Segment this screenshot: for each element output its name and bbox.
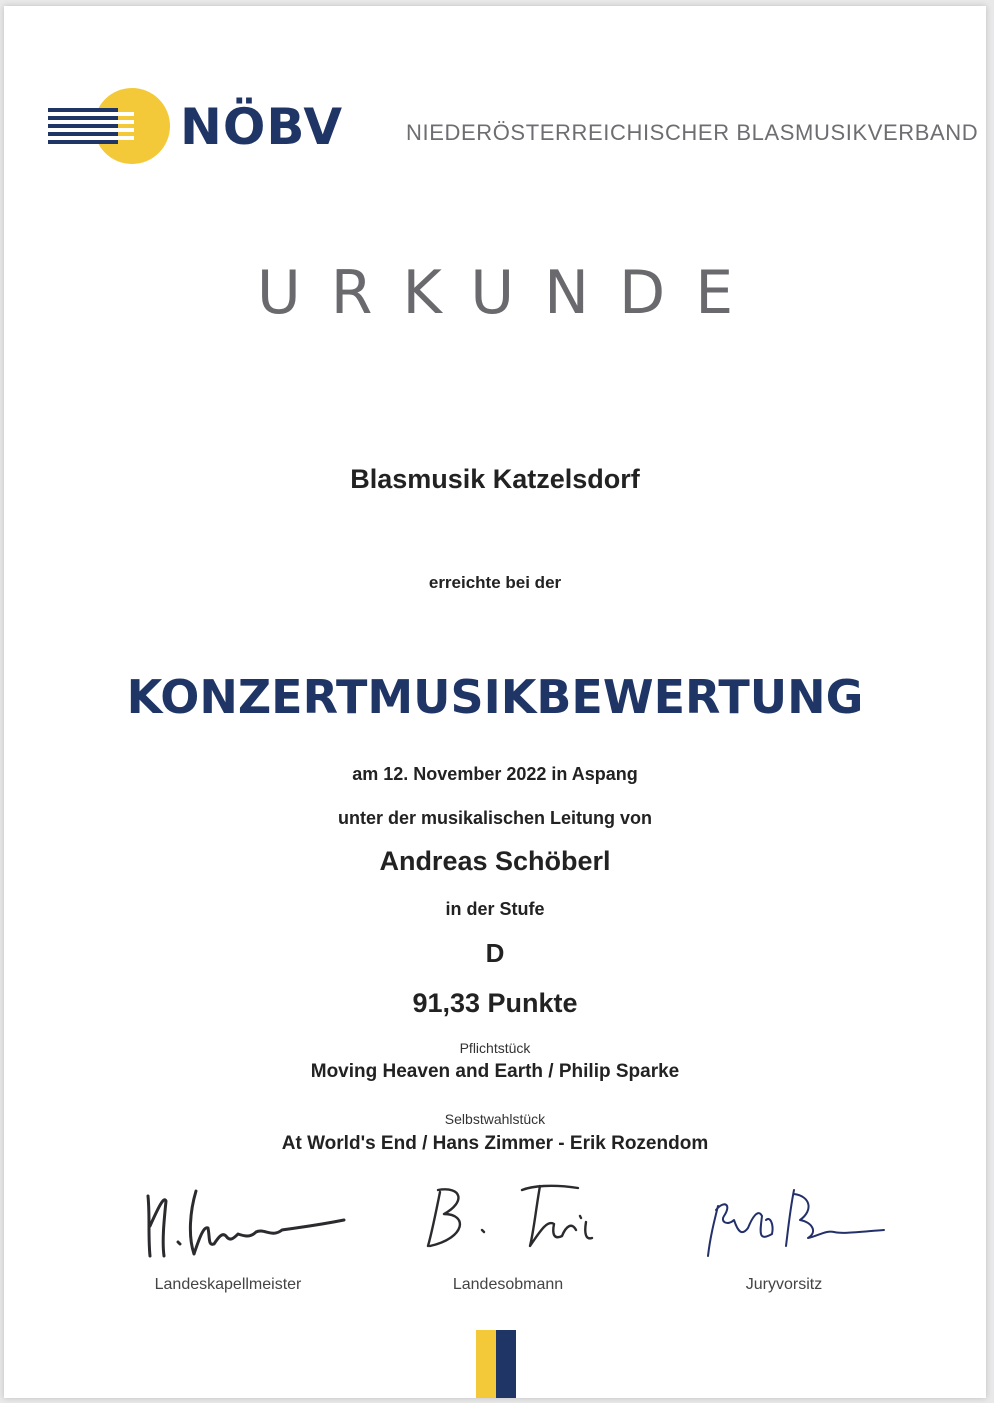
certificate-title: URKUNDE [256, 258, 764, 328]
signature-role-juryvorsitz: Juryvorsitz [745, 1276, 823, 1293]
signature-role-landesobmann: Landesobmann [452, 1276, 564, 1293]
compulsory-label: Pflichtstück [459, 1040, 531, 1056]
signature-juryvorsitz-icon [662, 1176, 922, 1266]
organization-name: NIEDERÖSTERREICHISCHER BLASMUSIKVERBAND [406, 120, 979, 145]
brand-name: NÖBV [180, 98, 344, 156]
event-name: KONZERTMUSIKBEWERTUNG [126, 670, 864, 724]
band-name: Blasmusik Katzelsdorf [350, 464, 640, 494]
level-value: D [485, 938, 505, 968]
conductor-name: Andreas Schöberl [379, 846, 611, 876]
points-value: 91,33 Punkte [412, 988, 578, 1018]
footer-blue-bar [496, 1330, 516, 1398]
choice-piece: At World's End / Hans Zimmer - Erik Rozendom [281, 1133, 709, 1154]
signature-role-landeskapellmeister: Landeskapellmeister [154, 1276, 302, 1293]
certificate-page [4, 6, 986, 1398]
level-label: in der Stufe [445, 899, 545, 919]
signature-landeskapellmeister-icon [104, 1176, 364, 1266]
leadership-text: unter der musikalischen Leitung von [337, 808, 653, 828]
date-place: am 12. November 2022 in Aspang [352, 764, 638, 784]
nobv-logo-icon [48, 86, 172, 166]
signature-landesobmann-icon [382, 1176, 642, 1266]
compulsory-piece: Moving Heaven and Earth / Philip Sparke [310, 1061, 680, 1082]
reached-text: erreichte bei der [428, 573, 562, 592]
footer-yellow-bar [476, 1330, 496, 1398]
choice-label: Selbstwahlstück [444, 1111, 546, 1127]
